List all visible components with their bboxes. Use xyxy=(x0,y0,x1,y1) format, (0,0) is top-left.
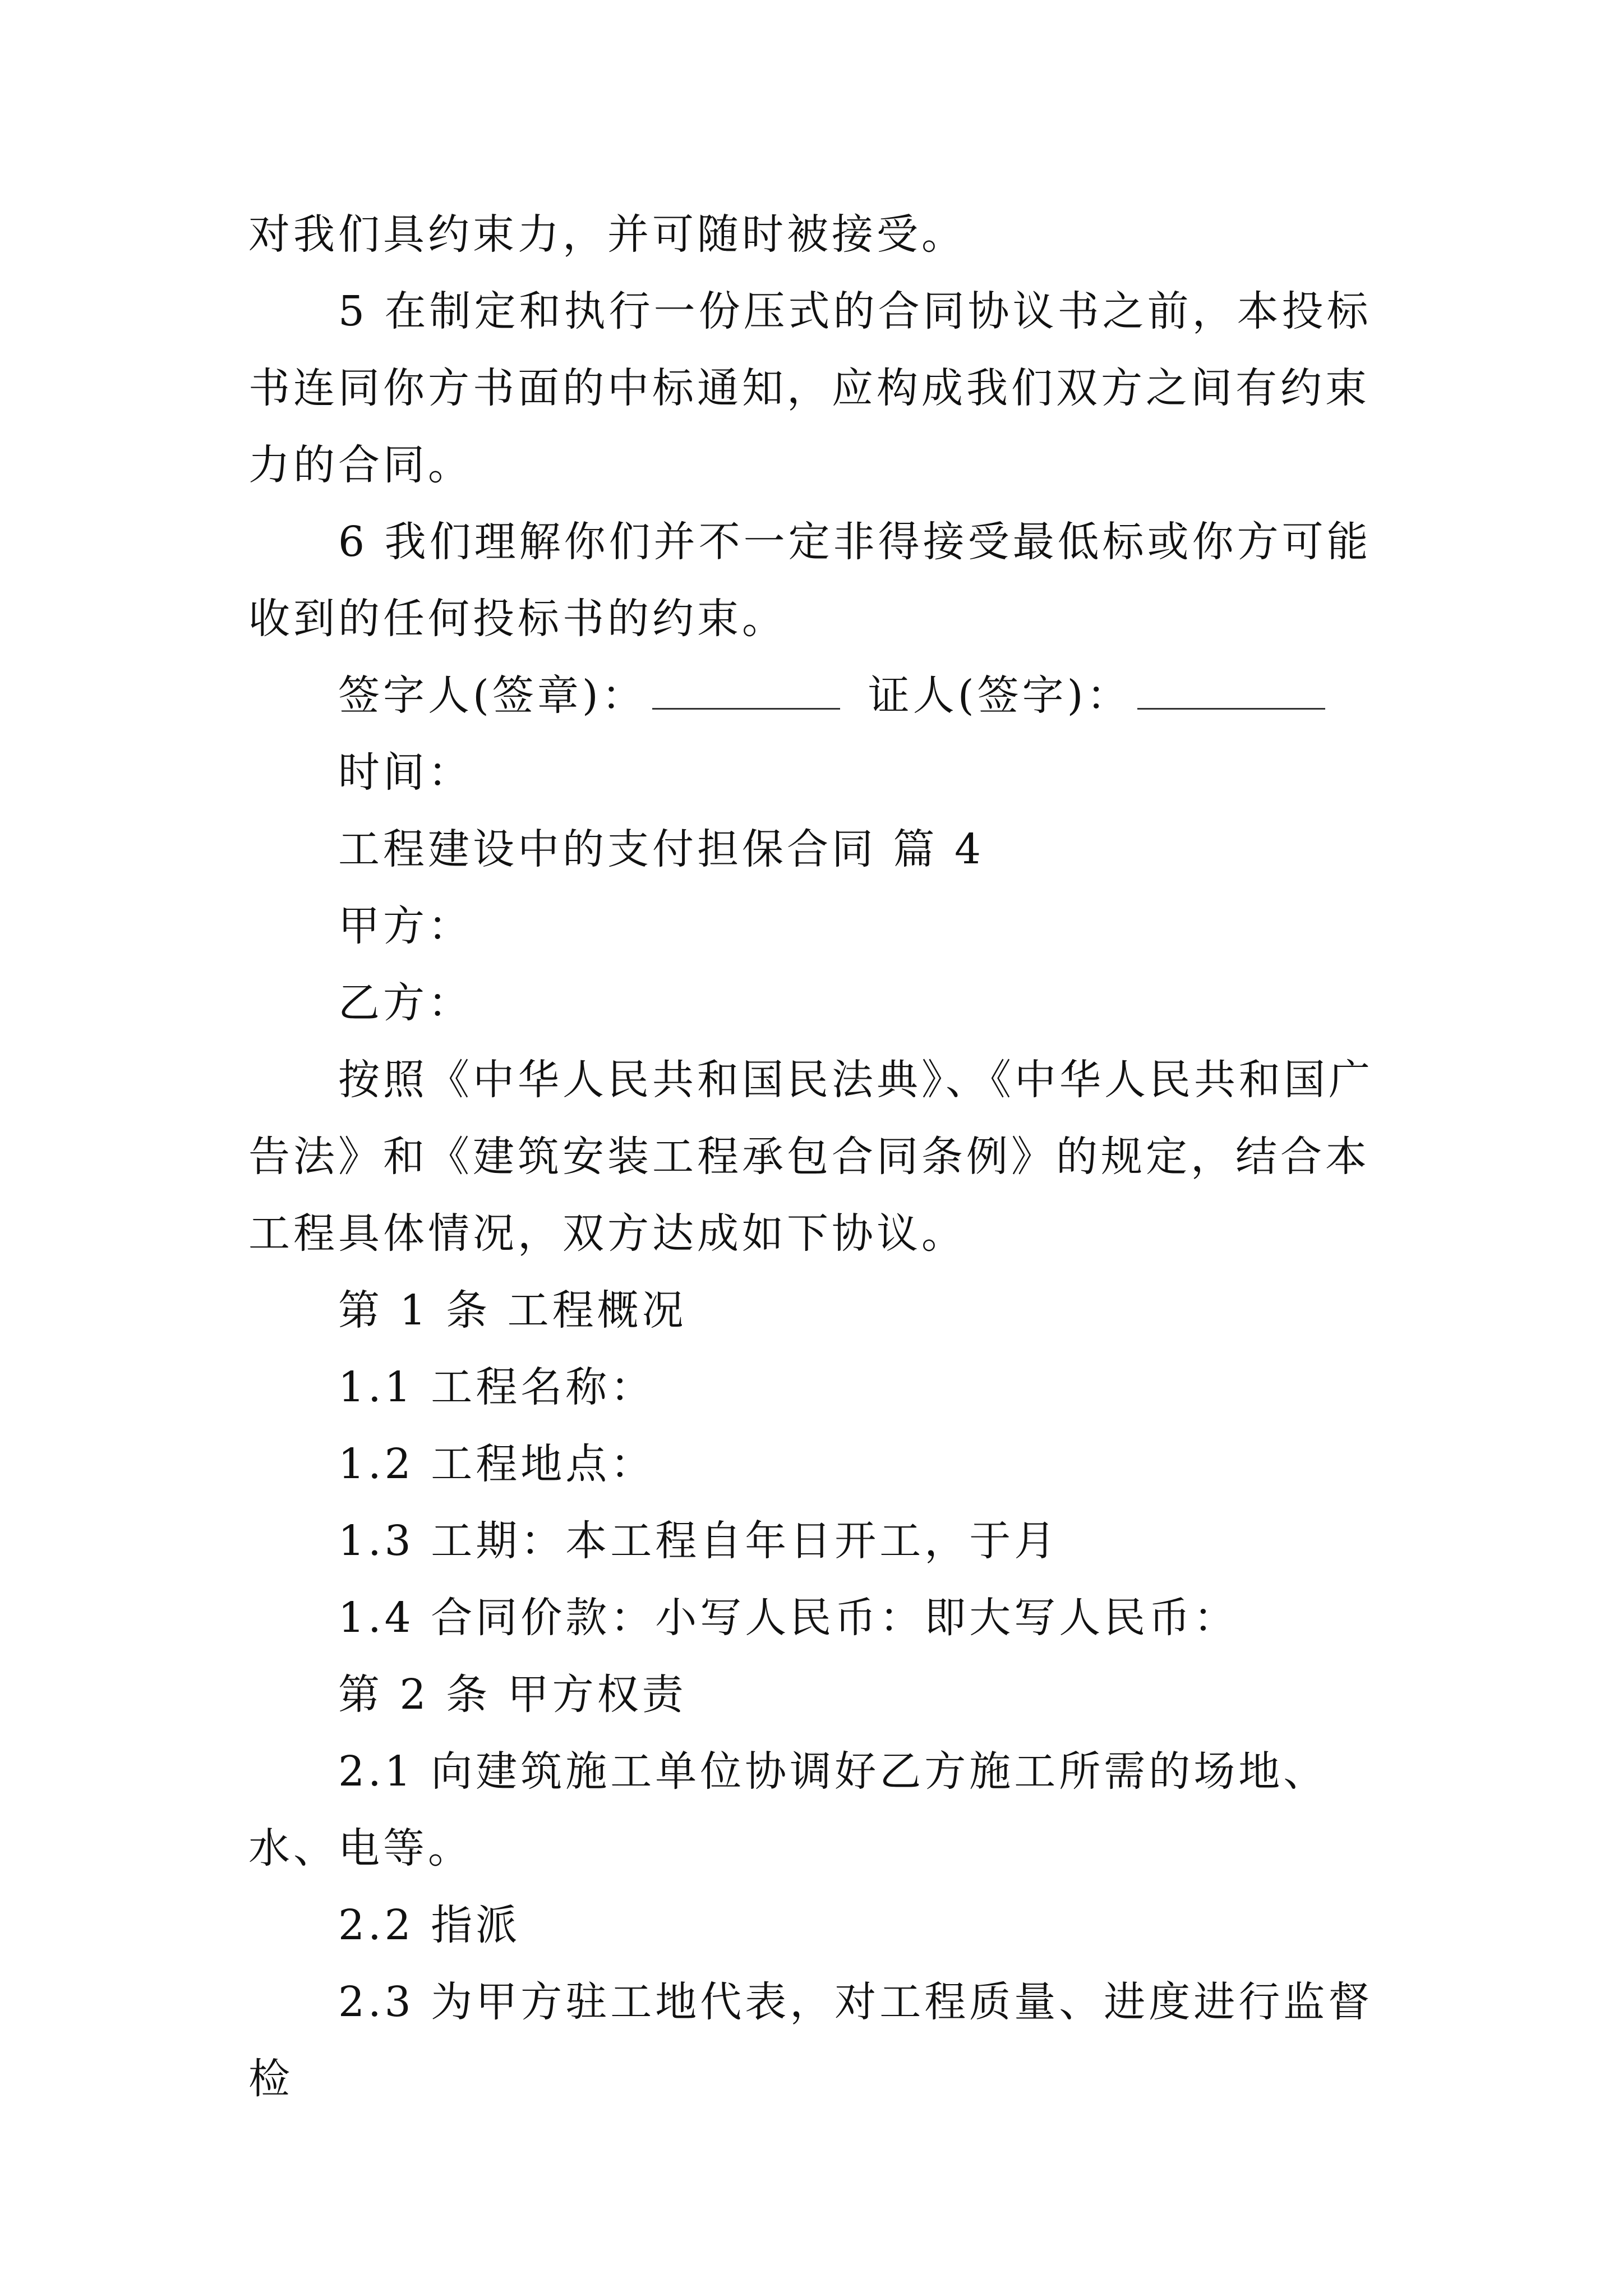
section-title: 工程建设中的支付担保合同 篇 4 xyxy=(338,825,985,873)
witness-label: 证人(签字)： xyxy=(868,671,1132,720)
clause-1-2: 1.2 工程地点： xyxy=(338,1440,656,1488)
article-2-heading: 第 2 条 甲方权责 xyxy=(338,1671,687,1719)
signer-label: 签字人(签章)： xyxy=(338,671,647,720)
clause-1-1: 1.1 工程名称： xyxy=(338,1363,656,1411)
clause-2-3: 2.3 为甲方驻工地代表，对工程质量、进度进行监督检 xyxy=(248,1978,1373,2103)
clause-2-2: 2.2 指派 xyxy=(338,1901,521,1949)
witness-signature-line xyxy=(1137,674,1325,710)
time-label: 时间： xyxy=(338,748,473,797)
party-a-label: 甲方： xyxy=(338,902,473,950)
paragraph-item-5: 5 在制定和执行一份压式的合同协议书之前，本投标书连同你方书面的中标通知，应构成我们双方之间有约束力的合同。 xyxy=(248,287,1372,489)
clause-1-3: 1.3 工期：本工程自年日开工，于月 xyxy=(338,1517,1059,1565)
document-body xyxy=(248,196,1387,2118)
intro-paragraph: 按照《中华人民共和国民法典》、《中华人民共和国广告法》和《建筑安装工程承包合同条例》的规定，结合本工程具体情况，双方达成如下协议。 xyxy=(248,1056,1373,1258)
clause-1-4: 1.4 合同价款：小写人民币：即大写人民币： xyxy=(338,1594,1239,1642)
clause-2-1: 2.1 向建筑施工单位协调好乙方施工所需的场地、水、电等。 xyxy=(248,1747,1329,1872)
paragraph-continued: 对我们具约束力，并可随时被接受。 xyxy=(248,210,966,259)
paragraph-item-6: 6 我们理解你们并不一定非得接受最低标或你方可能收到的任何投标书的约束。 xyxy=(248,518,1372,643)
party-b-label: 乙方： xyxy=(338,979,473,1027)
signer-signature-line xyxy=(652,674,840,710)
signature-row xyxy=(248,657,1387,734)
article-1-heading: 第 1 条 工程概况 xyxy=(338,1286,687,1335)
